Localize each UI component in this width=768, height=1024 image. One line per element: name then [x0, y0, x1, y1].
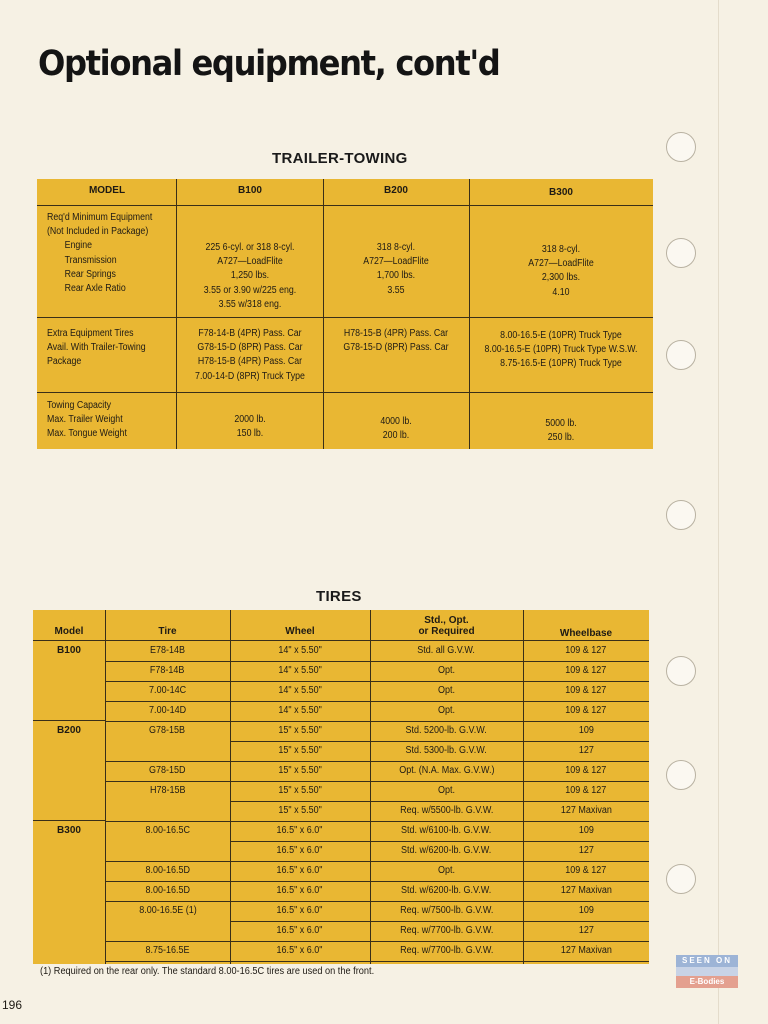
tires-cell-std: Std. w/6200-lb. G.V.W.: [401, 845, 492, 856]
tires-label-list: Extra Equipment Tires Avail. With Trailer-Towing Package: [47, 328, 146, 368]
tires-cell-wheel: 15" x 5.50": [278, 745, 322, 756]
model-b200: B200: [57, 725, 81, 736]
tires-cell-tire: 8.00-16.5C: [145, 825, 190, 836]
tires-b100: F78-14-B (4PR) Pass. Car G78-15-D (8PR) Pass. Car H78-15-B (4PR) Pass. Car 7.00-14-D (8PR) Truck Type: [195, 328, 305, 382]
page-title: Optional equipment, cont'd: [38, 44, 500, 84]
binder-hole: [666, 656, 696, 686]
tires-cell-wb: 109 & 127: [565, 685, 607, 696]
col-header-b300: B300: [549, 187, 573, 198]
tires-cell-wheel: 16.5" x 6.0": [277, 885, 323, 896]
tires-cell-std: Opt.: [437, 665, 456, 676]
tires-cell-tire: H78-15B: [149, 785, 186, 796]
tires-cell-wheel: 16.5" x 6.0": [277, 825, 323, 836]
binder-hole: [666, 864, 696, 894]
tires-table: [33, 610, 649, 964]
binder-hole: [666, 500, 696, 530]
capacity-b300: 5000 lb. 250 lb.: [545, 418, 577, 444]
tires-cell-wb: 109: [578, 905, 594, 916]
tires-cell-wheel: 14" x 5.50": [278, 705, 322, 716]
tires-cell-std: Req. w/7500-lb. G.V.W.: [399, 905, 494, 916]
tires-cell-tire: [105, 843, 230, 859]
tires-cell-std: Opt.: [437, 705, 456, 716]
model-b100: B100: [57, 645, 81, 656]
capacity-label-list: Towing Capacity Max. Trailer Weight Max. Tongue Weight: [47, 400, 127, 440]
req-b100: 225 6-cyl. or 318 8-cyl. A727—LoadFlite 1,250 lbs. 3.55 or 3.90 w/225 eng. 3.55 w/318 eng.: [203, 242, 297, 310]
tires-cell-std: Req. w/5500-lb. G.V.W.: [399, 805, 494, 816]
tires-cell-tire: 8.75-16.5E: [145, 945, 190, 956]
tires-cell-wb: 109 & 127: [565, 645, 607, 656]
seen-on-e-bodies-logo: SEEN ON E-Bodies: [676, 955, 738, 993]
tires-cell-std: Std. 5200-lb. G.V.W.: [405, 725, 488, 736]
tires-title: TIRES: [316, 588, 362, 605]
col-header-model: MODEL: [88, 185, 126, 196]
tires-cell-std: Std. all G.V.W.: [417, 645, 476, 656]
tires-cell-tire: 7.00-14D: [148, 705, 187, 716]
tires-cell-wb: 127: [578, 845, 594, 856]
capacity-b100: 2000 lb. 150 lb.: [234, 414, 266, 440]
page-number: 196: [2, 998, 23, 1012]
tires-cell-tire: E78-14B: [149, 645, 186, 656]
tires-header-tire: Tire: [158, 626, 177, 637]
tires-cell-wheel: 14" x 5.50": [278, 645, 322, 656]
tires-cell-wheel: 16.5" x 6.0": [277, 945, 323, 956]
tires-b300: 8.00-16.5-E (10PR) Truck Type 8.00-16.5-E (10PR) Truck Type W.S.W. 8.75-16.5-E (10PR) Truck Type: [484, 330, 638, 370]
req-label-list: Req'd Minimum Equipment (Not Included in Package) Engine Transmission Rear Springs Rear Axle Ratio: [47, 212, 153, 295]
req-b300: 318 8-cyl. A727—LoadFlite 2,300 lbs. 4.10: [528, 244, 594, 298]
tires-cell-wheel: 15" x 5.50": [278, 805, 322, 816]
tires-cell-tire: F78-14B: [150, 665, 185, 676]
binder-hole: [666, 132, 696, 162]
col-header-b200: B200: [384, 185, 408, 196]
tires-cell-std: Std. w/6100-lb. G.V.W.: [401, 825, 492, 836]
tires-cell-std: Opt.: [437, 685, 456, 696]
col-header-b100: B100: [238, 185, 262, 196]
tires-header-model: Model: [54, 626, 84, 637]
tires-cell-wb: 127 Maxivan: [560, 885, 612, 896]
binder-hole: [666, 238, 696, 268]
tires-cell-std: Req. w/7700-lb. G.V.W.: [399, 925, 494, 936]
tires-cell-wheel: 16.5" x 6.0": [277, 865, 323, 876]
tires-cell-wheel: 14" x 5.50": [278, 685, 322, 696]
tires-header-std: Std., Opt. or Required: [418, 615, 475, 637]
tires-cell-std: Std. 5300-lb. G.V.W.: [405, 745, 488, 756]
model-b300: B300: [57, 825, 81, 836]
tires-cell-std: Opt.: [437, 785, 456, 796]
binder-hole: [666, 340, 696, 370]
tires-cell-wb: 109 & 127: [565, 785, 607, 796]
tires-cell-tire: [105, 923, 230, 939]
tires-cell-wb: 109 & 127: [565, 865, 607, 876]
page-edge: [718, 0, 719, 1024]
tires-cell-tire: 8.00-16.5D: [145, 865, 190, 876]
tires-cell-tire: 7.00-14C: [148, 685, 187, 696]
tires-header-wheel: Wheel: [285, 626, 315, 637]
tires-cell-tire: 8.00-16.5E (1): [138, 905, 197, 916]
tires-cell-tire: G78-15B: [149, 725, 186, 736]
tires-cell-wb: 109 & 127: [565, 665, 607, 676]
tires-cell-std: Std. w/6200-lb. G.V.W.: [401, 885, 492, 896]
tires-b200: H78-15-B (4PR) Pass. Car G78-15-D (8PR) Pass. Car: [343, 328, 449, 354]
tires-cell-wb: 127 Maxivan: [560, 805, 612, 816]
tires-cell-wb: 127: [578, 745, 594, 756]
footnote: (1) Required on the rear only. The standard 8.00-16.5C tires are used on the front.: [40, 966, 375, 977]
tires-cell-wheel: 16.5" x 6.0": [277, 905, 323, 916]
tires-cell-wb: 109: [578, 825, 594, 836]
tires-cell-wb: 127: [578, 925, 594, 936]
req-b200: 318 8-cyl. A727—LoadFlite 1,700 lbs. 3.55: [363, 242, 429, 296]
tires-cell-wheel: 14" x 5.50": [278, 665, 322, 676]
tires-cell-wb: 109 & 127: [565, 705, 607, 716]
capacity-b200: 4000 lb. 200 lb.: [380, 416, 412, 442]
tires-header-wheelbase: Wheelbase: [559, 628, 613, 639]
tires-cell-wheel: 15" x 5.50": [278, 725, 322, 736]
trailer-towing-table: [37, 179, 653, 449]
tires-cell-wb: 127 Maxivan: [560, 945, 612, 956]
tires-cell-wb: 109: [578, 725, 594, 736]
tires-cell-wheel: 16.5" x 6.0": [277, 845, 323, 856]
tires-cell-tire: [105, 803, 230, 819]
tires-cell-wheel: 15" x 5.50": [278, 765, 322, 776]
tires-cell-std: Req. w/7700-lb. G.V.W.: [399, 945, 494, 956]
binder-hole: [666, 760, 696, 790]
tires-cell-tire: 8.00-16.5D: [145, 885, 190, 896]
tires-cell-std: Opt. (N.A. Max. G.V.W.): [398, 765, 495, 776]
tires-cell-wheel: 16.5" x 6.0": [277, 925, 323, 936]
trailer-towing-title: TRAILER-TOWING: [272, 150, 408, 167]
tires-cell-std: Opt.: [437, 865, 456, 876]
tires-cell-wheel: 15" x 5.50": [278, 785, 322, 796]
tires-cell-tire: G78-15D: [149, 765, 186, 776]
tires-cell-tire: [105, 743, 230, 759]
tires-cell-wb: 109 & 127: [565, 765, 607, 776]
